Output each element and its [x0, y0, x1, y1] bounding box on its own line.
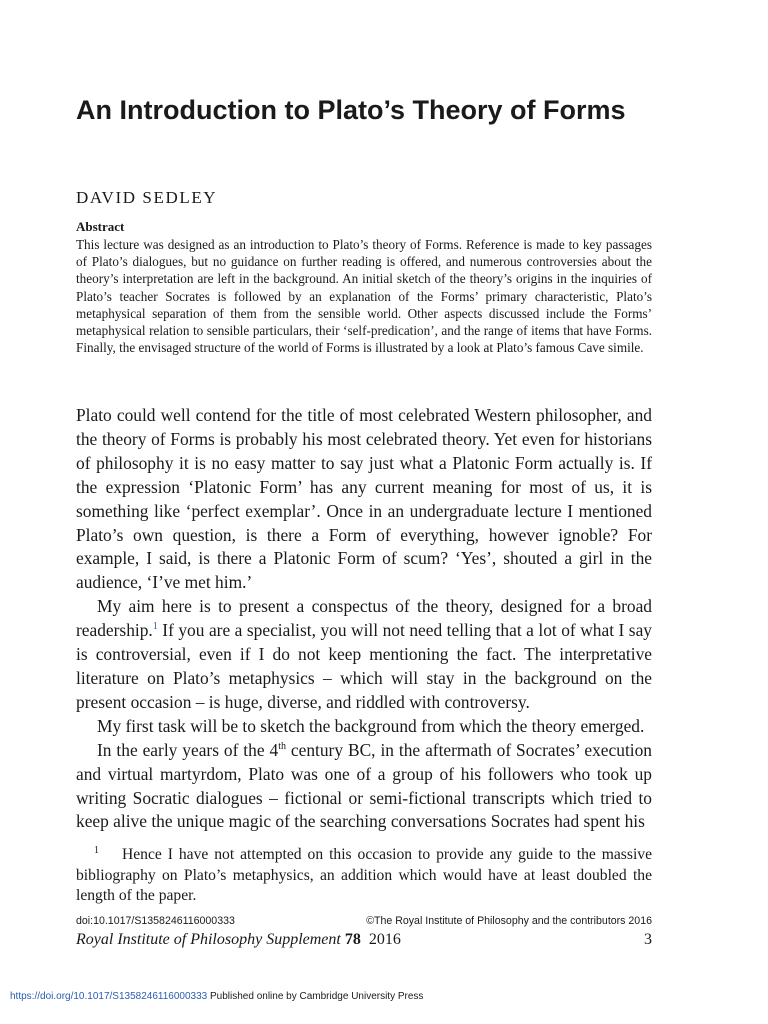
abstract-text: This lecture was designed as an introduction to Plato’s theory of Forms. Reference is made to key passages of Plato’s dialogues, but no guidance on further reading is offered, and numerous controversies about the theory’s interpretation are left in the background. An initial sketch of the theory’s origins in the inquiries of Plato’s teacher Socrates is followed by an explanation of the Forms’ primary characteristic, Plato’s metaphysical separation of them from the sensible world. Other aspects discussed include the Forms’ metaphysical relation to sensible particulars, their ‘self-predication’, and the range of items that have Forms. Finally, the envisaged structure of the world of Forms is illustrated by a look at Plato’s famous Cave simile.	[76, 237, 652, 356]
journal-volume: 78	[344, 931, 361, 948]
body-paragraph-3: My first task will be to sketch the background from which the theory emerged.	[97, 715, 645, 736]
journal-name: Royal Institute of Philosophy Supplement	[76, 931, 341, 948]
published-online-bar	[10, 991, 423, 1002]
page-number: 3	[644, 931, 652, 948]
doi-text: doi:10.1017/S1358246116000333	[76, 915, 235, 927]
published-online-text: Published online by Cambridge University Press	[207, 991, 424, 1002]
abstract-heading: Abstract	[76, 219, 125, 234]
article-body	[76, 404, 652, 834]
superscript-th: th	[278, 740, 286, 752]
journal-year: 2016	[368, 931, 401, 948]
body-paragraph-2-start: My aim here is to present a conspectus of the theory, designed for a broad readership.	[76, 596, 652, 641]
journal-line	[76, 931, 652, 949]
body-paragraph-2	[76, 595, 652, 715]
author-name: DAVID SEDLEY	[76, 188, 218, 207]
body-paragraph-4-end: century BC, in the aftermath of Socrates’ execution and virtual martyrdom, Plato was one of a group of his followers who took up writing Socratic dialogues – fictional or semi-fictional transcripts which tried to keep alive the unique magic of the searching conversations Socrates had spent his	[76, 739, 652, 832]
body-paragraph-4	[76, 739, 652, 835]
doi-link[interactable]: https://doi.org/10.1017/S1358246116000333	[10, 991, 208, 1002]
body-paragraph-4-start: In the early years of the 4	[97, 739, 279, 760]
footnote-text: Hence I have not attempted on this occasion to provide any guide to the massive bibliography on Plato’s metaphysics, an addition which would have at least doubled the length of the paper.	[76, 846, 652, 904]
journal-citation	[76, 931, 401, 949]
body-paragraph-1: Plato could well contend for the title of most celebrated Western philosopher, and the theory of Forms is probably his most celebrated theory. Yet even for historians of philosophy it is no easy matter to say just what a Platonic Form actually is. If the expression ‘Platonic Form’ has any current meaning for most of us, it is something like ‘perfect exemplar’. Once in an undergraduate lecture I mentioned Plato’s own question, is there a Form of everything, however ignoble? For example, I said, is there a Platonic Form of scum? ‘Yes’, shouted a girl in the audience, ‘I’ve met him.’	[76, 405, 652, 593]
footnote-ref-1[interactable]: 1	[152, 621, 158, 633]
footnote-1: 1 Hence I have not attempted on this occasion to provide any guide to the massive bibliography on Plato’s metaphysics, an addition which would have at least doubled the length of the paper.	[76, 844, 652, 904]
article-title: An Introduction to Plato’s Theory of Forms	[76, 95, 626, 125]
doi-line	[76, 915, 652, 927]
copyright-text: ©The Royal Institute of Philosophy and the contributors 2016	[366, 915, 652, 927]
body-paragraph-2-end: If you are a specialist, you will not need telling that a lot of what I say is controversial, even if I do not keep mentioning the fact. The interpretative literature on Plato’s metaphysics – which will stay in the background on the present occasion – is huge, diverse, and riddled with controversy.	[76, 620, 652, 712]
